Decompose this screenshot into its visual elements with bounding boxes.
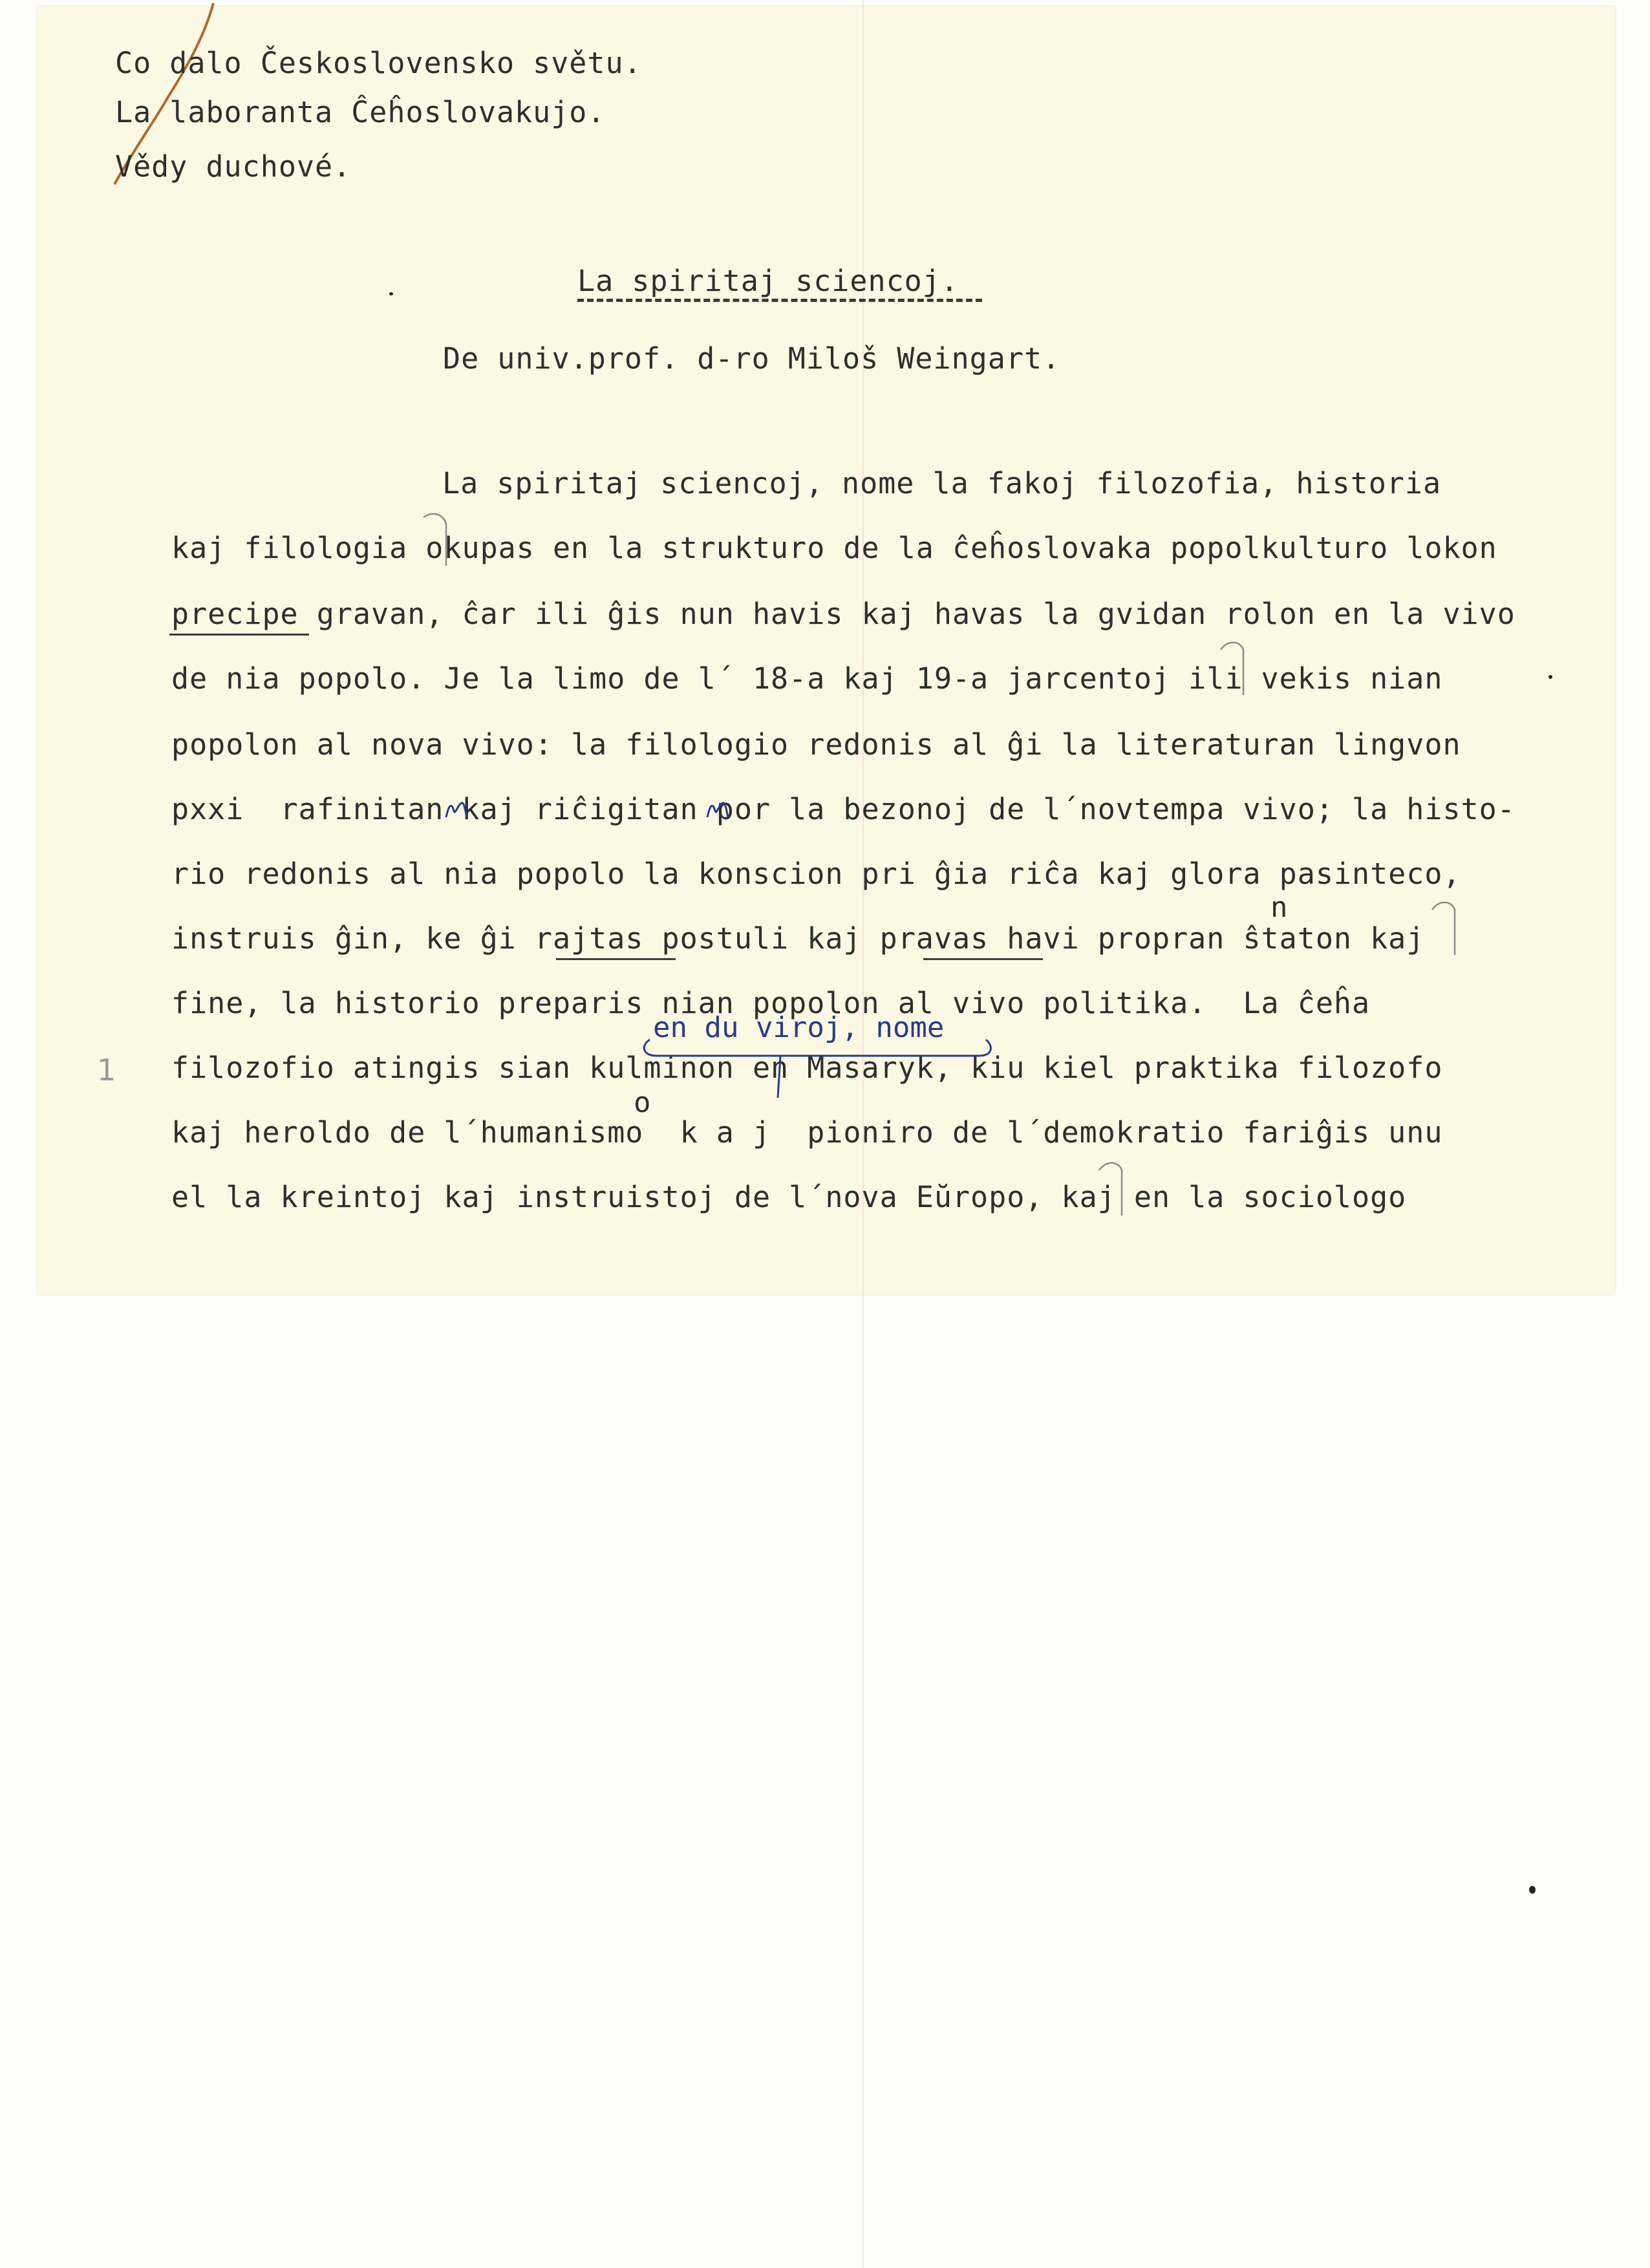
scan-speck-3 [389, 292, 393, 295]
body-line-9: fine, la historio preparis nian popolon al vivo politika. La ĉeĥa [171, 986, 1371, 1020]
correction-n: n [1270, 891, 1288, 924]
body-line-11: kaj heroldo de l´humanismo k a j pioniro de l´demokratio fariĝis unu [171, 1115, 1443, 1150]
pen-n-mark-1 [444, 799, 469, 820]
article-author: De univ.prof. d-ro Miloš Weingart. [443, 341, 1061, 376]
body-line-3: precipe gravan, ĉar ili ĝis nun havis kaj havas la gvidan rolon en la vivo [171, 597, 1516, 631]
header-line-1: Co dalo Československo světu. [115, 46, 642, 80]
handwritten-insert: en du viroj, nome [653, 1011, 945, 1044]
caret-mark-1 [417, 511, 456, 569]
body-line-8: instruis ĝin, ke ĝi rajtas postuli kaj pravas havi propran ŝtaton kaj [171, 921, 1425, 956]
title-underline [577, 299, 982, 302]
header-line-3: Vědy duchové. [115, 149, 352, 184]
margin-number: 1 [97, 1053, 116, 1087]
body-line-7: rio redonis al nia popolo la konscion pri ĝia riĉa kaj glora pasinteco, [171, 857, 1461, 891]
body-line-10: filozofio atingis sian kulminon en Masaryk, kiu kiel praktika filozofo [171, 1051, 1443, 1085]
body-line-4: de nia popolo. Je la limo de l´ 18-a kaj 19-a jarcentoj ili vekis nian [171, 661, 1443, 696]
body-line-6: pxxi rafinitan kaj riĉigitan por la bezonoj de l´novtempa vivo; la histo- [171, 792, 1516, 826]
scan-speck-2 [1548, 675, 1552, 679]
caret-mark-4 [1093, 1161, 1131, 1219]
underline-rajtas [556, 958, 676, 960]
caret-mark-2 [1214, 640, 1253, 698]
header-line-2: La laboranta Ĉeĥoslovakujo. [115, 95, 606, 129]
underline-pravas [923, 958, 1043, 960]
body-line-12: el la kreintoj kaj instruistoj de l´nova Eŭropo, kaj en la sociologo [171, 1180, 1407, 1214]
body-line-1: La spiritaj sciencoj, nome la fakoj filozofia, historia [442, 466, 1442, 500]
insert-bracket-mark [637, 1027, 999, 1104]
body-line-2: kaj filologia okupas en la strukturo de la ĉeĥoslovaka popolkulturo lokon [171, 531, 1497, 565]
scan-speck-1 [1529, 1886, 1536, 1894]
correction-o: o [634, 1086, 651, 1119]
body-line-5: popolon al nova vivo: la filologio redonis al ĝi la literaturan lingvon [171, 727, 1461, 762]
underline-precipe [169, 634, 309, 636]
pen-n-mark-2 [705, 799, 731, 820]
article-title: La spiritaj sciencoj. [577, 264, 959, 298]
caret-mark-3 [1426, 900, 1464, 958]
